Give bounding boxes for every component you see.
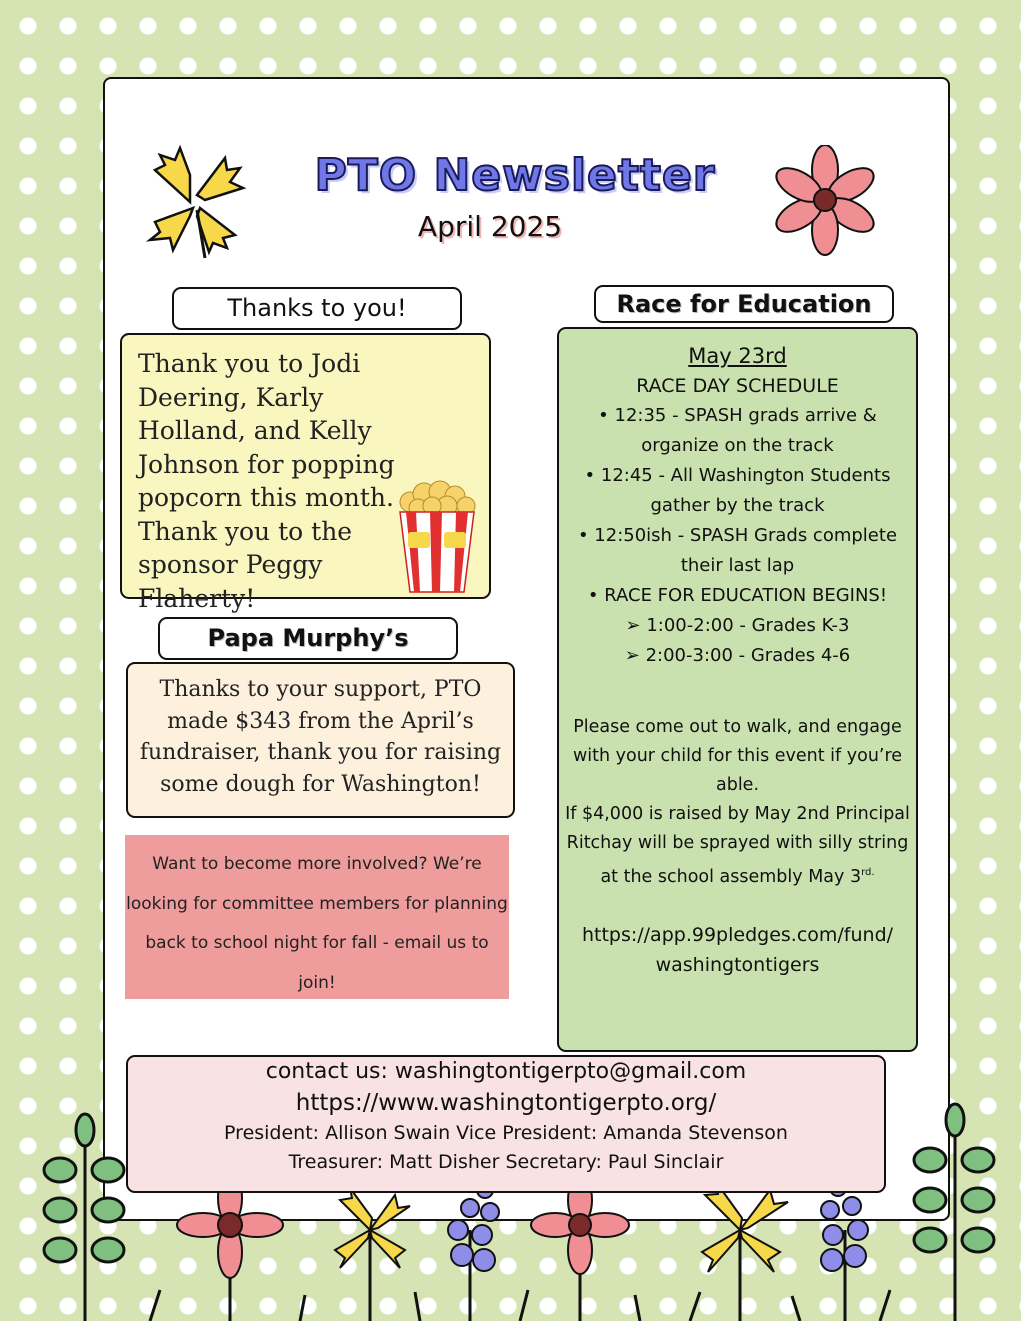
papa-murphys-heading: Papa Murphy’s: [158, 617, 458, 660]
pledge-link[interactable]: https://app.99pledges.com/fund/ washingtontigers: [581, 923, 894, 976]
newsletter-date: April 2025: [417, 210, 563, 243]
contact-website[interactable]: https://www.washingtontigerpto.org/: [295, 1090, 717, 1116]
contact-email[interactable]: contact us: washingtontigerpto@gmail.com: [265, 1059, 747, 1084]
yellow-flower-icon: [135, 140, 255, 260]
papa-murphys-box: [126, 662, 515, 818]
thanks-box: [120, 333, 491, 613]
race-date: May 23rd: [688, 344, 787, 368]
schedule-item: • 12:50ish - SPASH Grads complete their last lap: [577, 525, 898, 576]
contact-box: [126, 1055, 886, 1193]
race-box: [557, 327, 918, 1052]
newsletter-title: PTO Newsletter: [314, 150, 716, 201]
pink-flower-icon: [765, 145, 885, 265]
get-involved-text: Want to become more involved? We’re looking for committee members for planning back to school night for fall - email us to join!: [126, 854, 508, 993]
get-involved-box: [125, 835, 509, 999]
schedule-item: ➢ 1:00-2:00 - Grades K-3: [625, 615, 850, 636]
thanks-text: Thank you to Jodi Deering, Karly Holland, and Kelly Johnson for popping popcorn this month. Thank you to the sponsor Peggy Flaherty!: [138, 349, 395, 613]
papa-murphys-text: Thanks to your support, PTO made $343 from the April’s fundraiser, thank you for raising some dough for Washington!: [139, 677, 502, 797]
schedule-item: • 12:35 - SPASH grads arrive & organize on the track: [598, 405, 877, 456]
officers-line-1: President: Allison Swain Vice President: Amanda Stevenson: [224, 1122, 788, 1144]
schedule-item: ➢ 2:00-3:00 - Grades 4-6: [624, 645, 851, 666]
schedule-item: • RACE FOR EDUCATION BEGINS!: [587, 585, 888, 606]
race-goal-text: If $4,000 is raised by May 2nd Principal Ritchay will be sprayed with silly string at the school assembly May $3^{rd.}$: [565, 804, 910, 887]
schedule-item: • 12:45 - All Washington Students gather by the track: [584, 465, 891, 516]
popcorn-icon: [392, 480, 482, 595]
race-schedule-title: RACE DAY SCHEDULE: [636, 375, 839, 397]
race-invite-text: Please come out to walk, and engage with your child for this event if you’re able.: [572, 717, 903, 795]
thanks-heading: Thanks to you!: [172, 287, 462, 330]
race-heading: Race for Education: [594, 285, 894, 323]
officers-line-2: Treasurer: Matt Disher Secretary: Paul Sinclair: [288, 1151, 724, 1173]
